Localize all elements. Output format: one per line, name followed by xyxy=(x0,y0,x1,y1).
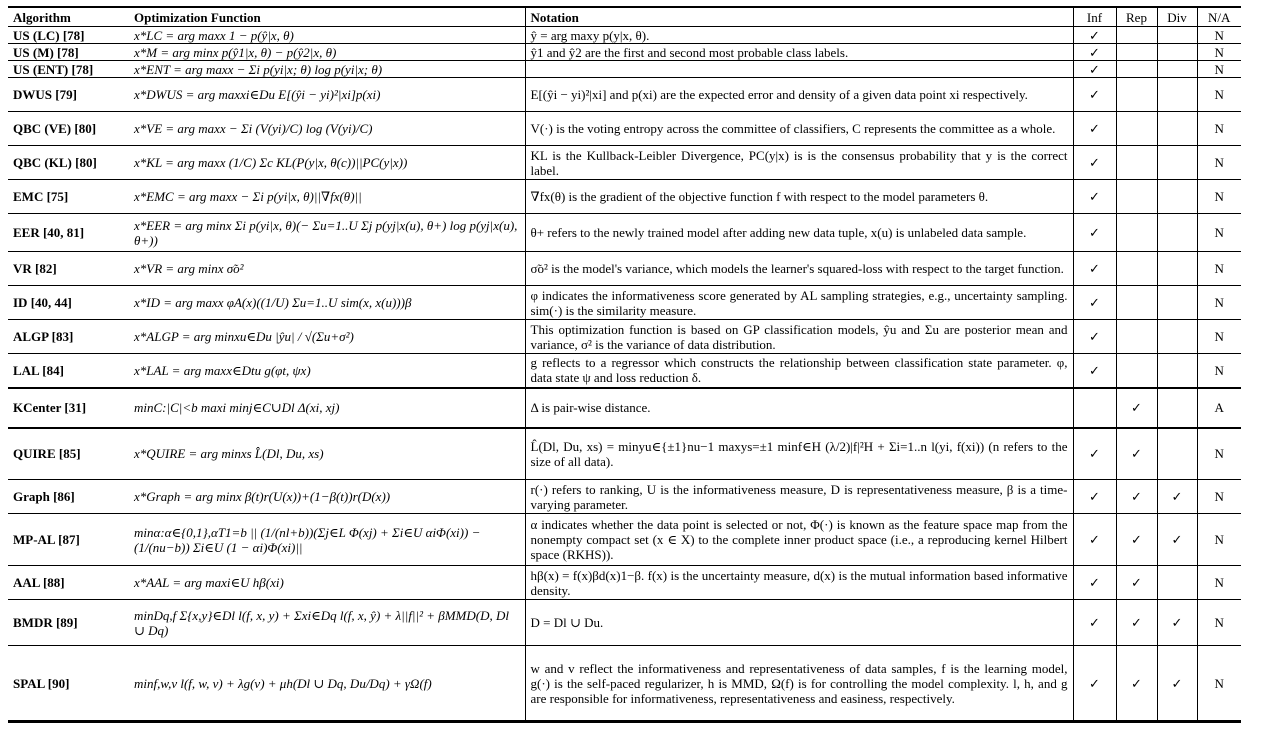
notation-cell xyxy=(525,61,1073,78)
inf-check: ✓ xyxy=(1073,320,1116,354)
na-cell: N xyxy=(1197,146,1241,180)
rep-check: ✓ xyxy=(1116,388,1157,428)
rep-check: ✓ xyxy=(1116,428,1157,480)
algorithm-cell: US (ENT) [78] xyxy=(8,61,129,78)
notation-cell: θ+ refers to the newly trained model after adding new data tuple, x(u) is unlabeled data sample. xyxy=(525,214,1073,252)
table-row xyxy=(8,646,1241,722)
rep-check xyxy=(1116,180,1157,214)
notation-cell: KL is the Kullback-Leibler Divergence, PC(y|x) is is the consensus probability that y is the correct label. xyxy=(525,146,1073,180)
algorithm-cell: Graph [86] xyxy=(8,480,129,514)
table-row xyxy=(8,428,1241,480)
div-check xyxy=(1157,286,1197,320)
rep-check xyxy=(1116,214,1157,252)
notation-cell: φ indicates the informativeness score generated by AL sampling strategies, e.g., uncertainty sampling. sim(·) is the similarity measure. xyxy=(525,286,1073,320)
inf-check: ✓ xyxy=(1073,27,1116,44)
algorithm-cell: ALGP [83] xyxy=(8,320,129,354)
header-rep: Rep xyxy=(1116,7,1157,27)
notation-cell: r(·) refers to ranking, U is the informativeness measure, D is representativeness measure, β is a time-varying parameter. xyxy=(525,480,1073,514)
header-div: Div xyxy=(1157,7,1197,27)
table-body xyxy=(8,27,1241,722)
div-check xyxy=(1157,112,1197,146)
formula-cell: x*VE = arg maxx − Σi (V(yi)/C) log (V(yi)/C) xyxy=(129,112,525,146)
formula-cell: x*VR = arg minx σ̃o² xyxy=(129,252,525,286)
algorithm-cell: BMDR [89] xyxy=(8,600,129,646)
na-cell: N xyxy=(1197,514,1241,566)
inf-check: ✓ xyxy=(1073,112,1116,146)
div-check: ✓ xyxy=(1157,480,1197,514)
notation-cell: L̂(Dl, Du, xs) = minyu∈{±1}nu−1 maxys=±1 minf∈H (λ/2)|f|²H + Σi=1..n l(yi, f(xi)) (n refers to the size of all data). xyxy=(525,428,1073,480)
inf-check: ✓ xyxy=(1073,146,1116,180)
table-row xyxy=(8,214,1241,252)
rep-check xyxy=(1116,286,1157,320)
table-row xyxy=(8,78,1241,112)
algorithm-cell: US (LC) [78] xyxy=(8,27,129,44)
na-cell: N xyxy=(1197,566,1241,600)
table-row xyxy=(8,252,1241,286)
inf-check: ✓ xyxy=(1073,480,1116,514)
notation-cell: hβ(x) = f(x)βd(x)1−β. f(x) is the uncertainty measure, d(x) is the mutual information based informative density. xyxy=(525,566,1073,600)
table-row xyxy=(8,320,1241,354)
table-row xyxy=(8,27,1241,44)
na-cell: N xyxy=(1197,286,1241,320)
rep-check xyxy=(1116,112,1157,146)
table-row xyxy=(8,480,1241,514)
table-row xyxy=(8,388,1241,428)
inf-check: ✓ xyxy=(1073,286,1116,320)
header-inf: Inf xyxy=(1073,7,1116,27)
na-cell: N xyxy=(1197,252,1241,286)
notation-cell: This optimization function is based on GP classification models, ŷu and Σu are posterior mean and variance, σ² is the variance of data distribution. xyxy=(525,320,1073,354)
header-notation: Notation xyxy=(525,7,1073,27)
rep-check xyxy=(1116,320,1157,354)
rep-check: ✓ xyxy=(1116,646,1157,722)
algorithm-cell: SPAL [90] xyxy=(8,646,129,722)
inf-check: ✓ xyxy=(1073,252,1116,286)
notation-cell: E[(ŷi − yi)²|xi] and p(xi) are the expected error and density of a given data point xi respectively. xyxy=(525,78,1073,112)
header-formula: Optimization Function xyxy=(129,7,525,27)
div-check xyxy=(1157,428,1197,480)
header-na: N/A xyxy=(1197,7,1241,27)
algorithm-cell: MP-AL [87] xyxy=(8,514,129,566)
notation-cell: V(·) is the voting entropy across the committee of classifiers, C represents the committee as a whole. xyxy=(525,112,1073,146)
rep-check xyxy=(1116,27,1157,44)
rep-check xyxy=(1116,354,1157,388)
inf-check: ✓ xyxy=(1073,180,1116,214)
notation-cell: w and v reflect the informativeness and representativeness of data samples, f is the learning model, g(·) is the self-paced regularizer, h is MMD, Ω(f) is for controlling the model complexity. l, h, and g are responsible for informativeness, representativeness and easiness, respectively. xyxy=(525,646,1073,722)
na-cell: N xyxy=(1197,27,1241,44)
notation-cell: g reflects to a regressor which constructs the relationship between classification state parameter. φ, data state ψ and loss reduction δ. xyxy=(525,354,1073,388)
notation-cell: Δ is pair-wise distance. xyxy=(525,388,1073,428)
rep-check xyxy=(1116,252,1157,286)
table-row xyxy=(8,61,1241,78)
table-row xyxy=(8,354,1241,388)
notation-cell: α indicates whether the data point is selected or not, Φ(·) is known as the feature space map from the nonempty compact set (x ∈ X) to the complete inner product space (i.e., a reproducing kernel Hilbert space (RKHS)). xyxy=(525,514,1073,566)
formula-cell: x*EER = arg minx Σi p(yi|x, θ)(− Σu=1..U Σj p(yj|x(u), θ+) log p(yj|x(u), θ+)) xyxy=(129,214,525,252)
algorithm-cell: EER [40, 81] xyxy=(8,214,129,252)
div-check xyxy=(1157,320,1197,354)
inf-check: ✓ xyxy=(1073,61,1116,78)
notation-cell: D = Dl ∪ Du. xyxy=(525,600,1073,646)
rep-check xyxy=(1116,146,1157,180)
inf-check: ✓ xyxy=(1073,214,1116,252)
formula-cell: x*KL = arg maxx (1/C) Σc KL(P(y|x, θ(c))||PC(y|x)) xyxy=(129,146,525,180)
table-row xyxy=(8,180,1241,214)
algorithm-cell: KCenter [31] xyxy=(8,388,129,428)
notation-cell: ŷ = arg maxy p(y|x, θ). xyxy=(525,27,1073,44)
table-row xyxy=(8,146,1241,180)
na-cell: N xyxy=(1197,600,1241,646)
algorithm-cell: US (M) [78] xyxy=(8,44,129,61)
rep-check: ✓ xyxy=(1116,600,1157,646)
formula-cell: x*ENT = arg maxx − Σi p(yi|x; θ) log p(yi|x; θ) xyxy=(129,61,525,78)
formula-cell: minf,w,v l(f, w, v) + λg(v) + μh(Dl ∪ Dq, Du/Dq) + γΩ(f) xyxy=(129,646,525,722)
na-cell: N xyxy=(1197,180,1241,214)
algorithm-cell: DWUS [79] xyxy=(8,78,129,112)
div-check: ✓ xyxy=(1157,646,1197,722)
algorithm-cell: LAL [84] xyxy=(8,354,129,388)
div-check xyxy=(1157,180,1197,214)
rep-check xyxy=(1116,61,1157,78)
formula-cell: x*LC = arg maxx 1 − p(ŷ|x, θ) xyxy=(129,27,525,44)
header-row xyxy=(8,7,1241,27)
inf-check: ✓ xyxy=(1073,428,1116,480)
inf-check: ✓ xyxy=(1073,646,1116,722)
formula-cell: x*LAL = arg maxx∈Dtu g(φt, ψx) xyxy=(129,354,525,388)
na-cell: N xyxy=(1197,61,1241,78)
formula-cell: x*ID = arg maxx φA(x)((1/U) Σu=1..U sim(x, x(u)))β xyxy=(129,286,525,320)
na-cell: N xyxy=(1197,214,1241,252)
algorithm-cell: QBC (KL) [80] xyxy=(8,146,129,180)
notation-cell: ∇fx(θ) is the gradient of the objective function f with respect to the model parameters θ. xyxy=(525,180,1073,214)
formula-cell: x*EMC = arg maxx − Σi p(yi|x, θ)||∇fx(θ)|| xyxy=(129,180,525,214)
table-row xyxy=(8,44,1241,61)
inf-check: ✓ xyxy=(1073,514,1116,566)
algorithm-cell: AAL [88] xyxy=(8,566,129,600)
table-row xyxy=(8,112,1241,146)
rep-check: ✓ xyxy=(1116,480,1157,514)
table-row xyxy=(8,286,1241,320)
div-check xyxy=(1157,78,1197,112)
na-cell: N xyxy=(1197,44,1241,61)
formula-cell: x*QUIRE = arg minxs L̂(Dl, Du, xs) xyxy=(129,428,525,480)
notation-cell: ŷ1 and ŷ2 are the first and second most probable class labels. xyxy=(525,44,1073,61)
div-check xyxy=(1157,252,1197,286)
formula-cell: minC:|C|<b maxi minj∈C∪Dl Δ(xi, xj) xyxy=(129,388,525,428)
inf-check xyxy=(1073,388,1116,428)
algorithm-cell: VR [82] xyxy=(8,252,129,286)
algorithm-cell: QUIRE [85] xyxy=(8,428,129,480)
div-check: ✓ xyxy=(1157,514,1197,566)
algorithm-cell: QBC (VE) [80] xyxy=(8,112,129,146)
na-cell: N xyxy=(1197,112,1241,146)
formula-cell: x*ALGP = arg minxu∈Du |ŷu| / √(Σu+σ²) xyxy=(129,320,525,354)
na-cell: N xyxy=(1197,354,1241,388)
table-row xyxy=(8,514,1241,566)
na-cell: N xyxy=(1197,480,1241,514)
rep-check: ✓ xyxy=(1116,514,1157,566)
inf-check: ✓ xyxy=(1073,566,1116,600)
div-check xyxy=(1157,566,1197,600)
div-check: ✓ xyxy=(1157,600,1197,646)
algorithm-cell: EMC [75] xyxy=(8,180,129,214)
table-row xyxy=(8,600,1241,646)
formula-cell: minα:α∈{0,1},αT1=b || (1/(nl+b))(Σj∈L Φ(xj) + Σi∈U αiΦ(xi)) − (1/(nu−b)) Σi∈U (1 − αi)Φ(xi)|| xyxy=(129,514,525,566)
inf-check: ✓ xyxy=(1073,44,1116,61)
algorithm-cell: ID [40, 44] xyxy=(8,286,129,320)
inf-check: ✓ xyxy=(1073,354,1116,388)
inf-check: ✓ xyxy=(1073,600,1116,646)
active-learning-table xyxy=(8,6,1241,723)
div-check xyxy=(1157,354,1197,388)
rep-check: ✓ xyxy=(1116,566,1157,600)
table-row xyxy=(8,566,1241,600)
formula-cell: x*AAL = arg maxi∈U hβ(xi) xyxy=(129,566,525,600)
rep-check xyxy=(1116,44,1157,61)
div-check xyxy=(1157,44,1197,61)
na-cell: N xyxy=(1197,78,1241,112)
na-cell: N xyxy=(1197,428,1241,480)
header-algorithm: Algorithm xyxy=(8,7,129,27)
formula-cell: minDq,f Σ{x,y}∈Dl l(f, x, y) + Σxi∈Dq l(f, x, ŷ) + λ||f||² + βMMD(D, Dl ∪ Dq) xyxy=(129,600,525,646)
na-cell: N xyxy=(1197,646,1241,722)
inf-check: ✓ xyxy=(1073,78,1116,112)
formula-cell: x*M = arg minx p(ŷ1|x, θ) − p(ŷ2|x, θ) xyxy=(129,44,525,61)
rep-check xyxy=(1116,78,1157,112)
na-cell: N xyxy=(1197,320,1241,354)
div-check xyxy=(1157,27,1197,44)
formula-cell: x*Graph = arg minx β(t)r(U(x))+(1−β(t))r(D(x)) xyxy=(129,480,525,514)
formula-cell: x*DWUS = arg maxxi∈Du E[(ŷi − yi)²|xi]p(xi) xyxy=(129,78,525,112)
div-check xyxy=(1157,61,1197,78)
div-check xyxy=(1157,214,1197,252)
na-cell: A xyxy=(1197,388,1241,428)
notation-cell: σ̃o² is the model's variance, which models the learner's squared-loss with respect to the target function. xyxy=(525,252,1073,286)
div-check xyxy=(1157,146,1197,180)
div-check xyxy=(1157,388,1197,428)
